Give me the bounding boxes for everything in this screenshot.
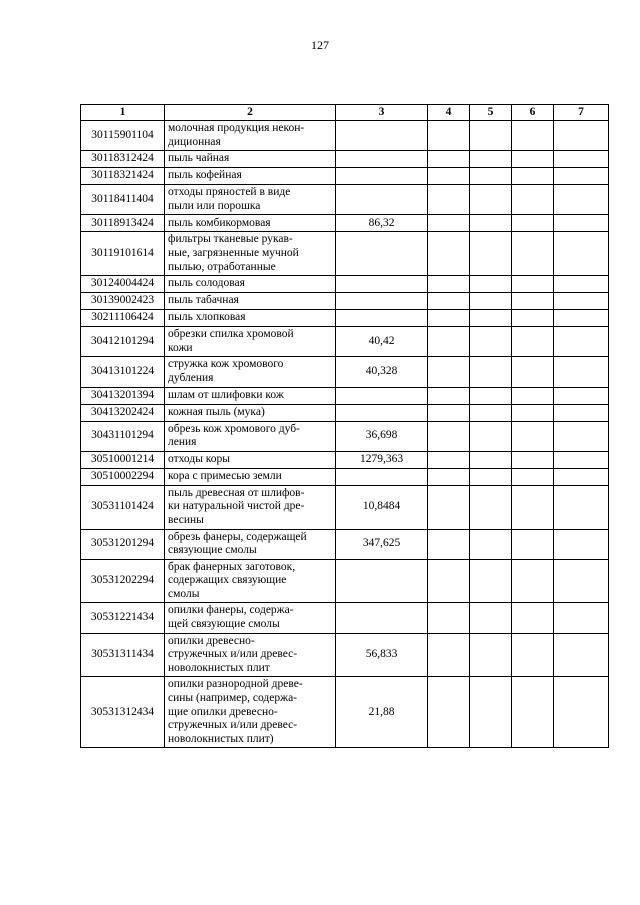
empty-cell	[512, 327, 554, 357]
empty-cell	[470, 451, 512, 468]
empty-cell	[554, 168, 609, 185]
quantity-cell	[336, 603, 428, 633]
table-header-row	[81, 105, 609, 121]
empty-cell	[470, 151, 512, 168]
empty-cell	[554, 485, 609, 529]
waste-code-cell: 30412101294	[81, 327, 165, 357]
table-row	[81, 559, 609, 603]
empty-cell	[554, 633, 609, 677]
waste-code-cell: 30510001214	[81, 451, 165, 468]
empty-cell	[554, 151, 609, 168]
table-row	[81, 529, 609, 559]
waste-code-cell: 30531312434	[81, 677, 165, 748]
empty-cell	[470, 357, 512, 387]
empty-cell	[470, 559, 512, 603]
empty-cell	[428, 168, 470, 185]
quantity-cell: 36,698	[336, 421, 428, 451]
empty-cell	[512, 603, 554, 633]
empty-cell	[428, 603, 470, 633]
empty-cell	[470, 404, 512, 421]
waste-name-cell: пыль кофейная	[165, 168, 336, 185]
page-number: 127	[311, 38, 329, 52]
quantity-cell	[336, 121, 428, 151]
waste-name-cell: опилки разнородной древе- сины (например, содержа- щие опилки древесно- стружечных и/или древес- новолокнистых плит)	[165, 677, 336, 748]
empty-cell	[470, 421, 512, 451]
empty-cell	[512, 121, 554, 151]
empty-cell	[470, 121, 512, 151]
empty-cell	[470, 168, 512, 185]
quantity-cell: 10,8484	[336, 485, 428, 529]
empty-cell	[512, 185, 554, 215]
empty-cell	[512, 310, 554, 327]
empty-cell	[554, 529, 609, 559]
empty-cell	[428, 327, 470, 357]
empty-cell	[554, 559, 609, 603]
column-header: 2	[165, 105, 336, 121]
quantity-cell: 40,328	[336, 357, 428, 387]
empty-cell	[554, 327, 609, 357]
empty-cell	[554, 310, 609, 327]
empty-cell	[512, 468, 554, 485]
empty-cell	[554, 451, 609, 468]
empty-cell	[554, 421, 609, 451]
quantity-cell: 56,833	[336, 633, 428, 677]
table-row	[81, 327, 609, 357]
waste-name-cell: брак фанерных заготовок, содержащих связующие смолы	[165, 559, 336, 603]
empty-cell	[428, 468, 470, 485]
table-row	[81, 633, 609, 677]
waste-code-cell: 30510002294	[81, 468, 165, 485]
empty-cell	[554, 357, 609, 387]
waste-name-cell: пыль чайная	[165, 151, 336, 168]
empty-cell	[428, 215, 470, 232]
waste-name-cell: опилки фанеры, содержа- щей связующие смолы	[165, 603, 336, 633]
empty-cell	[470, 293, 512, 310]
empty-cell	[554, 121, 609, 151]
empty-cell	[428, 276, 470, 293]
table-row	[81, 215, 609, 232]
table-row	[81, 485, 609, 529]
empty-cell	[428, 387, 470, 404]
waste-code-cell: 30118312424	[81, 151, 165, 168]
empty-cell	[470, 633, 512, 677]
empty-cell	[470, 185, 512, 215]
table-row	[81, 168, 609, 185]
table-row	[81, 677, 609, 748]
empty-cell	[512, 421, 554, 451]
empty-cell	[470, 529, 512, 559]
empty-cell	[512, 529, 554, 559]
waste-code-cell: 30413201394	[81, 387, 165, 404]
table-body	[81, 121, 609, 748]
empty-cell	[470, 677, 512, 748]
empty-cell	[428, 121, 470, 151]
column-header: 4	[428, 105, 470, 121]
waste-code-cell: 30531221434	[81, 603, 165, 633]
waste-name-cell: обрезь кож хромового дуб- ления	[165, 421, 336, 451]
waste-code-cell: 30531311434	[81, 633, 165, 677]
empty-cell	[428, 421, 470, 451]
table-row	[81, 421, 609, 451]
waste-code-cell: 30413101224	[81, 357, 165, 387]
waste-code-cell: 30531202294	[81, 559, 165, 603]
empty-cell	[554, 185, 609, 215]
empty-cell	[512, 404, 554, 421]
empty-cell	[512, 559, 554, 603]
quantity-cell	[336, 168, 428, 185]
waste-name-cell: стружка кож хромового дубления	[165, 357, 336, 387]
waste-name-cell: пыль древесная от шлифов- ки натуральной чистой дре- весины	[165, 485, 336, 529]
waste-name-cell: кора с примесью земли	[165, 468, 336, 485]
column-header: 5	[470, 105, 512, 121]
waste-code-cell: 30115901104	[81, 121, 165, 151]
waste-name-cell: опилки древесно- стружечных и/или древес- новолокнистых плит	[165, 633, 336, 677]
empty-cell	[470, 387, 512, 404]
empty-cell	[428, 293, 470, 310]
waste-name-cell: молочная продукция некон- диционная	[165, 121, 336, 151]
table-row	[81, 293, 609, 310]
table-row	[81, 357, 609, 387]
empty-cell	[554, 232, 609, 276]
table-row	[81, 387, 609, 404]
quantity-cell	[336, 310, 428, 327]
waste-name-cell: шлам от шлифовки кож	[165, 387, 336, 404]
empty-cell	[512, 232, 554, 276]
waste-code-cell: 30124004424	[81, 276, 165, 293]
quantity-cell: 21,88	[336, 677, 428, 748]
empty-cell	[554, 387, 609, 404]
table-row	[81, 404, 609, 421]
empty-cell	[428, 151, 470, 168]
empty-cell	[512, 451, 554, 468]
table-row	[81, 603, 609, 633]
waste-code-cell: 30413202424	[81, 404, 165, 421]
empty-cell	[470, 232, 512, 276]
empty-cell	[512, 293, 554, 310]
waste-name-cell: пыль солодовая	[165, 276, 336, 293]
column-header: 6	[512, 105, 554, 121]
table-row	[81, 151, 609, 168]
waste-code-cell: 30431101294	[81, 421, 165, 451]
empty-cell	[554, 404, 609, 421]
waste-name-cell: отходы коры	[165, 451, 336, 468]
quantity-cell	[336, 151, 428, 168]
quantity-cell: 86,32	[336, 215, 428, 232]
empty-cell	[512, 276, 554, 293]
empty-cell	[512, 215, 554, 232]
empty-cell	[554, 603, 609, 633]
waste-name-cell: фильтры тканевые рукав- ные, загрязненные мучной пылью, отработанные	[165, 232, 336, 276]
empty-cell	[428, 185, 470, 215]
empty-cell	[428, 404, 470, 421]
waste-name-cell: отходы пряностей в виде пыли или порошка	[165, 185, 336, 215]
waste-name-cell: кожная пыль (мука)	[165, 404, 336, 421]
quantity-cell: 347,625	[336, 529, 428, 559]
quantity-cell: 40,42	[336, 327, 428, 357]
table-row	[81, 232, 609, 276]
quantity-cell	[336, 185, 428, 215]
empty-cell	[428, 633, 470, 677]
empty-cell	[512, 633, 554, 677]
empty-cell	[428, 357, 470, 387]
empty-cell	[512, 485, 554, 529]
waste-name-cell: обрезь фанеры, содержащей связующие смолы	[165, 529, 336, 559]
column-header: 7	[554, 105, 609, 121]
waste-code-cell: 30139002423	[81, 293, 165, 310]
empty-cell	[554, 677, 609, 748]
empty-cell	[470, 310, 512, 327]
waste-code-cell: 30531201294	[81, 529, 165, 559]
empty-cell	[470, 485, 512, 529]
empty-cell	[554, 468, 609, 485]
table-row	[81, 121, 609, 151]
table-row	[81, 451, 609, 468]
empty-cell	[470, 327, 512, 357]
waste-code-cell: 30531101424	[81, 485, 165, 529]
empty-cell	[428, 485, 470, 529]
empty-cell	[512, 677, 554, 748]
empty-cell	[470, 276, 512, 293]
empty-cell	[470, 215, 512, 232]
empty-cell	[554, 276, 609, 293]
empty-cell	[512, 387, 554, 404]
table-row	[81, 185, 609, 215]
empty-cell	[428, 232, 470, 276]
waste-name-cell: обрезки спилка хромовой кожи	[165, 327, 336, 357]
empty-cell	[428, 529, 470, 559]
quantity-cell	[336, 276, 428, 293]
waste-name-cell: пыль хлопковая	[165, 310, 336, 327]
empty-cell	[470, 603, 512, 633]
empty-cell	[428, 559, 470, 603]
table-row	[81, 468, 609, 485]
empty-cell	[554, 293, 609, 310]
empty-cell	[512, 357, 554, 387]
waste-code-cell: 30118411404	[81, 185, 165, 215]
empty-cell	[554, 215, 609, 232]
empty-cell	[428, 310, 470, 327]
waste-table	[80, 104, 609, 748]
waste-code-cell: 30211106424	[81, 310, 165, 327]
waste-name-cell: пыль табачная	[165, 293, 336, 310]
quantity-cell	[336, 404, 428, 421]
quantity-cell	[336, 293, 428, 310]
empty-cell	[428, 451, 470, 468]
quantity-cell	[336, 387, 428, 404]
quantity-cell	[336, 232, 428, 276]
quantity-cell: 1279,363	[336, 451, 428, 468]
empty-cell	[428, 677, 470, 748]
empty-cell	[470, 468, 512, 485]
quantity-cell	[336, 559, 428, 603]
empty-cell	[512, 168, 554, 185]
waste-name-cell: пыль комбикормовая	[165, 215, 336, 232]
empty-cell	[512, 151, 554, 168]
waste-code-cell: 30118913424	[81, 215, 165, 232]
column-header: 3	[336, 105, 428, 121]
waste-code-cell: 30118321424	[81, 168, 165, 185]
table-row	[81, 310, 609, 327]
quantity-cell	[336, 468, 428, 485]
column-header: 1	[81, 105, 165, 121]
waste-code-cell: 30119101614	[81, 232, 165, 276]
table-row	[81, 276, 609, 293]
